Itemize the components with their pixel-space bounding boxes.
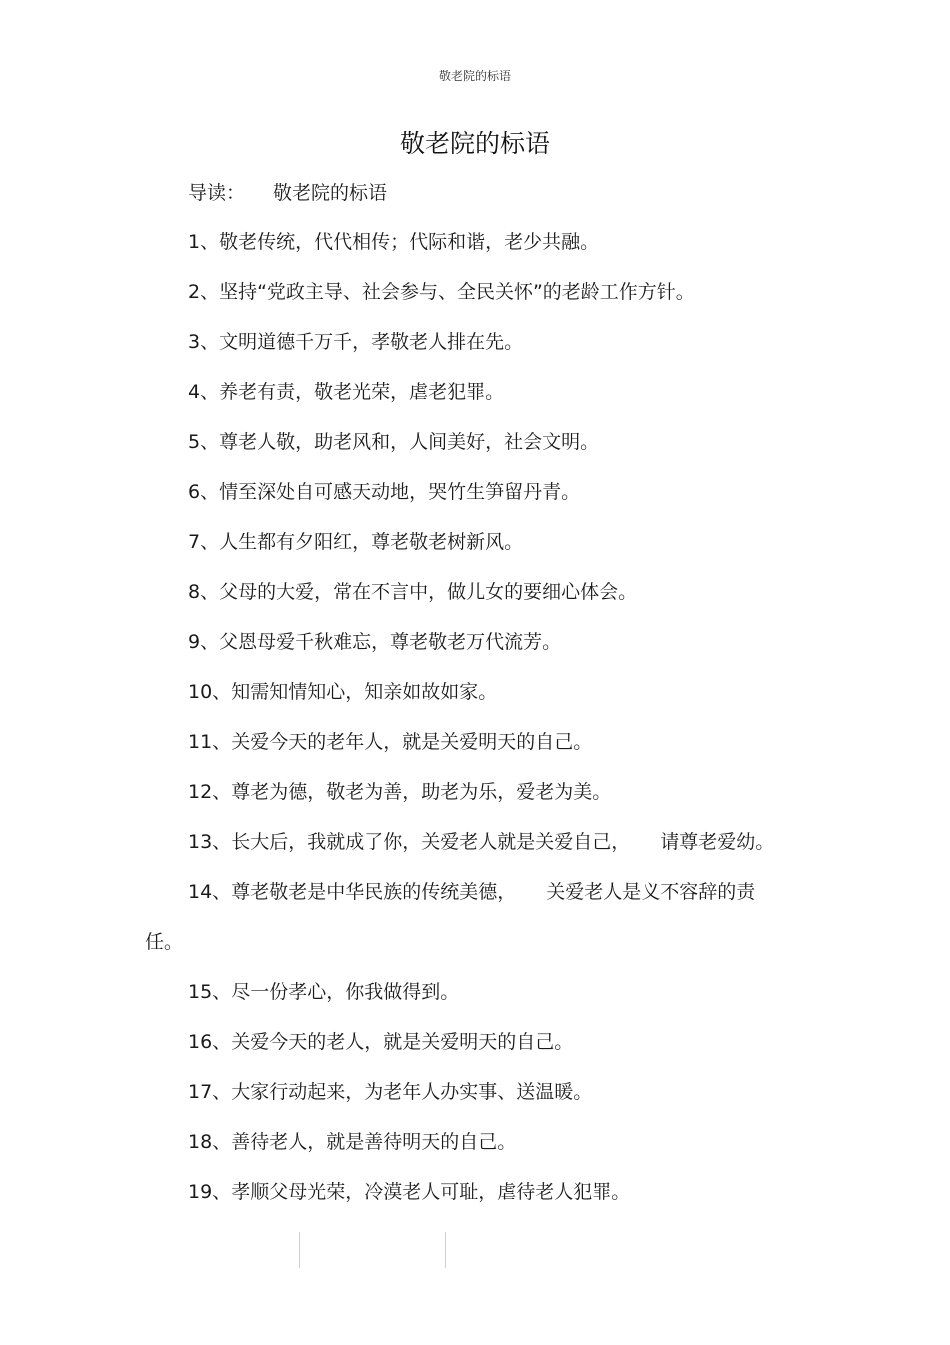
page-title: 敬老院的标语 <box>399 129 550 158</box>
footer-divider-marks <box>0 1232 950 1268</box>
divider-line-left <box>299 1232 300 1268</box>
list-item: 16、关爱今天的老人，就是关爱明天的自己。 <box>188 1031 574 1053</box>
list-item: 17、大家行动起来，为老年人办实事、送温暖。 <box>188 1081 593 1103</box>
intro-text: 敬老院的标语 <box>273 182 388 204</box>
divider-line-right <box>445 1232 446 1268</box>
list-item: 3、文明道德千万千，孝敬老人排在先。 <box>188 331 524 353</box>
list-item: 7、人生都有夕阳红，尊老敬老树新风。 <box>188 531 524 553</box>
intro-line <box>188 178 387 205</box>
list-item: 8、父母的大爱，常在不言中，做儿女的要细心体会。 <box>188 581 638 603</box>
list-item: 5、尊老人敬，助老风和，人间美好，社会文明。 <box>188 431 600 453</box>
list-item: 15、尽一份孝心，你我做得到。 <box>188 981 460 1003</box>
list-item: 19、孝顺父母光荣，冷漠老人可耻，虐待老人犯罪。 <box>188 1181 631 1203</box>
running-header: 敬老院的标语 <box>438 69 511 83</box>
list-item: 9、父恩母爱千秋难忘，尊老敬老万代流芳。 <box>188 631 562 653</box>
list-item: 4、养老有责，敬老光荣，虐老犯罪。 <box>188 381 505 403</box>
list-item: 12、尊老为德，敬老为善，助老为乐，爱老为美。 <box>188 781 612 803</box>
slogan-list <box>0 226 950 1226</box>
list-item: 2、坚持“党政主导、社会参与、全民关怀”的老龄工作方针。 <box>188 281 695 303</box>
list-item: 1、敬老传统，代代相传；代际和谐，老少共融。 <box>188 231 600 253</box>
list-item: 18、善待老人，就是善待明天的自己。 <box>188 1131 517 1153</box>
list-item: 10、知需知情知心，知亲如故如家。 <box>188 681 498 703</box>
list-item: 13、长大后，我就成了你，关爱老人就是关爱自己， 请尊老爱幼。 <box>188 831 775 853</box>
intro-label: 导读： <box>188 182 246 204</box>
list-item: 6、情至深处自可感天动地，哭竹生笋留丹青。 <box>188 481 581 503</box>
list-item: 14、尊老敬老是中华民族的传统美德， 关爱老人是义不容辞的责 任。 <box>145 881 756 953</box>
list-item: 11、关爱今天的老年人，就是关爱明天的自己。 <box>188 731 593 753</box>
